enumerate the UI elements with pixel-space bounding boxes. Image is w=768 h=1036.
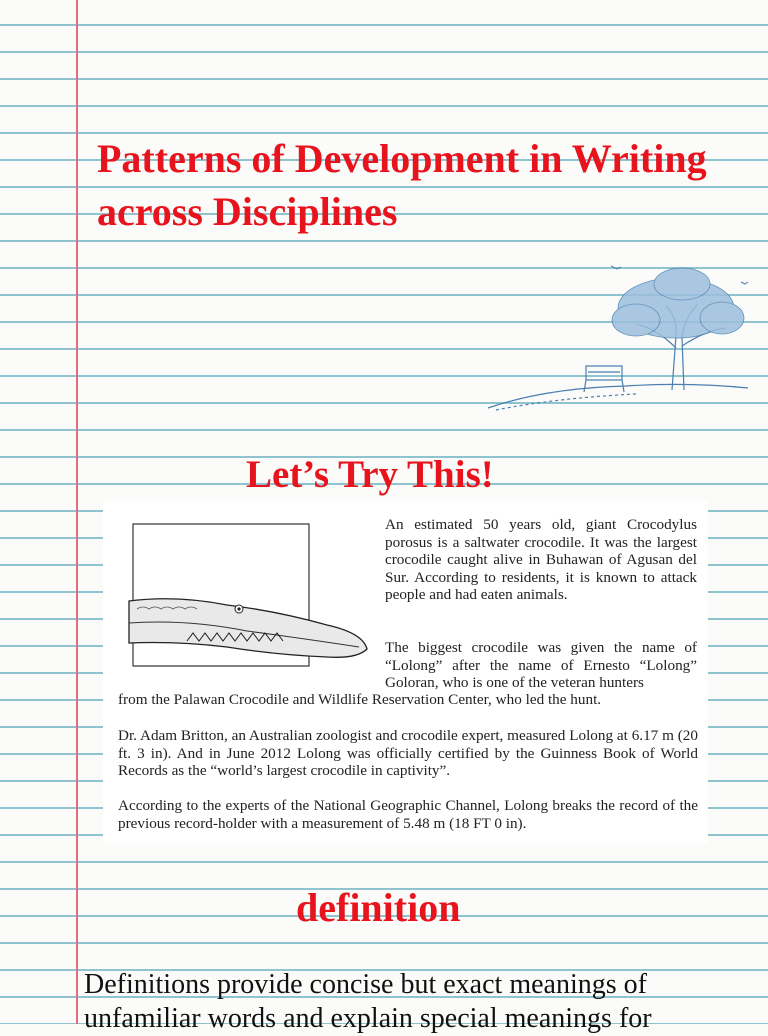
paragraph-2: The biggest crocodile was given the name of “Lolong” after the name of Ernesto “Lolong” Goloran, who is one of the veteran hunters — [385, 639, 697, 691]
paragraph-1: An estimated 50 years old, giant Crocodylus porosus is a saltwater crocodile. It was the largest crocodile caught alive in Buhawan of Agusan del Sur. According to residents, it is known to attack people and had eaten animals. — [385, 516, 697, 603]
body-text: Definitions provide concise but exact meanings of unfamiliar words and explain special meanings for — [84, 969, 652, 1034]
notebook-margin-line — [76, 0, 78, 1024]
paragraph-4: According to the experts of the National Geographic Channel, Lolong breaks the record of the previous record-holder with a measurement of 5.48 m (18 FT 0 in). — [118, 797, 698, 832]
reading-card — [103, 501, 708, 843]
paragraph-2-continued: from the Palawan Crocodile and Wildlife Reservation Center, who led the hunt. — [118, 691, 602, 708]
crocodile-icon — [127, 523, 377, 673]
paragraph-3: Dr. Adam Britton, an Australian zoologist and crocodile expert, measured Lolong at 6.17 m (20 ft. 3 in). And in June 2012 Lolong was officially certified by the Guinness Book of World Records as the “world’s largest crocodile in captivity”. — [118, 727, 698, 779]
page-title: Patterns of Development in Writing across Disciplines — [97, 136, 707, 234]
tree-bench-icon — [486, 258, 756, 418]
section-heading: definition — [296, 885, 461, 930]
lets-try-heading: Let’s Try This! — [246, 453, 494, 496]
